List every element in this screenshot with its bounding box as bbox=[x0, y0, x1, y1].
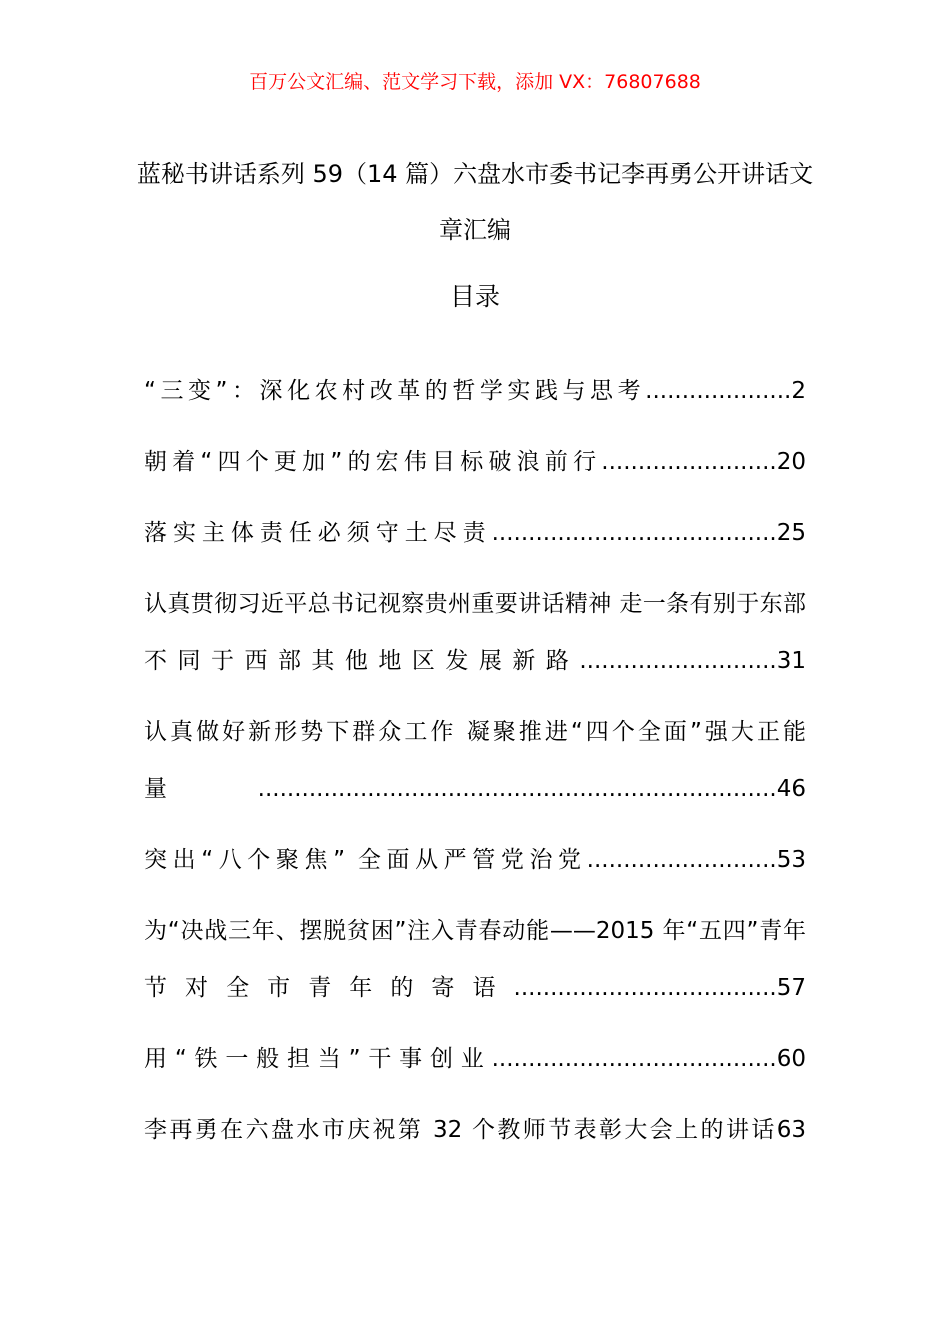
toc-entry[interactable]: 李再勇在六盘水市庆祝第 32 个教师节表彰大会上的讲话63 bbox=[144, 1117, 806, 1143]
toc-entry[interactable]: 认真贯彻习近平总书记视察贵州重要讲话精神 走一条有别于东部不同于西部其他地区发展新路...........................31 bbox=[144, 591, 806, 674]
toc-entry[interactable]: 突出“八个聚焦” 全面从严管党治党..........................53 bbox=[144, 847, 806, 873]
toc-entry[interactable]: 朝着“四个更加”的宏伟目标破浪前行........................20 bbox=[144, 449, 806, 475]
toc-entry[interactable]: 认真做好新形势下群众工作 凝聚推进“四个全面”强大正能量.......................................................................46 bbox=[144, 719, 806, 802]
toc-heading: 目录 bbox=[449, 282, 500, 311]
toc-entry[interactable]: 用“铁一般担当”干事创业.......................................60 bbox=[144, 1046, 806, 1072]
toc-entry[interactable]: 落实主体责任必须守土尽责.......................................25 bbox=[144, 520, 806, 546]
table-of-contents bbox=[144, 363, 806, 1159]
toc-entry[interactable]: “三变”：深化农村改革的哲学实践与思考....................2 bbox=[144, 378, 806, 404]
document-title: 蓝秘书讲话系列 59（14 篇）六盘水市委书记李再勇公开讲话文章汇编 bbox=[136, 160, 814, 244]
promo-banner: 百万公文汇编、范文学习下载，添加 VX：76807688 bbox=[249, 71, 701, 93]
toc-entry[interactable]: 为“决战三年、摆脱贫困”注入青春动能——2015 年“五四”青年节对全市青年的寄语....................................57 bbox=[144, 918, 806, 1001]
